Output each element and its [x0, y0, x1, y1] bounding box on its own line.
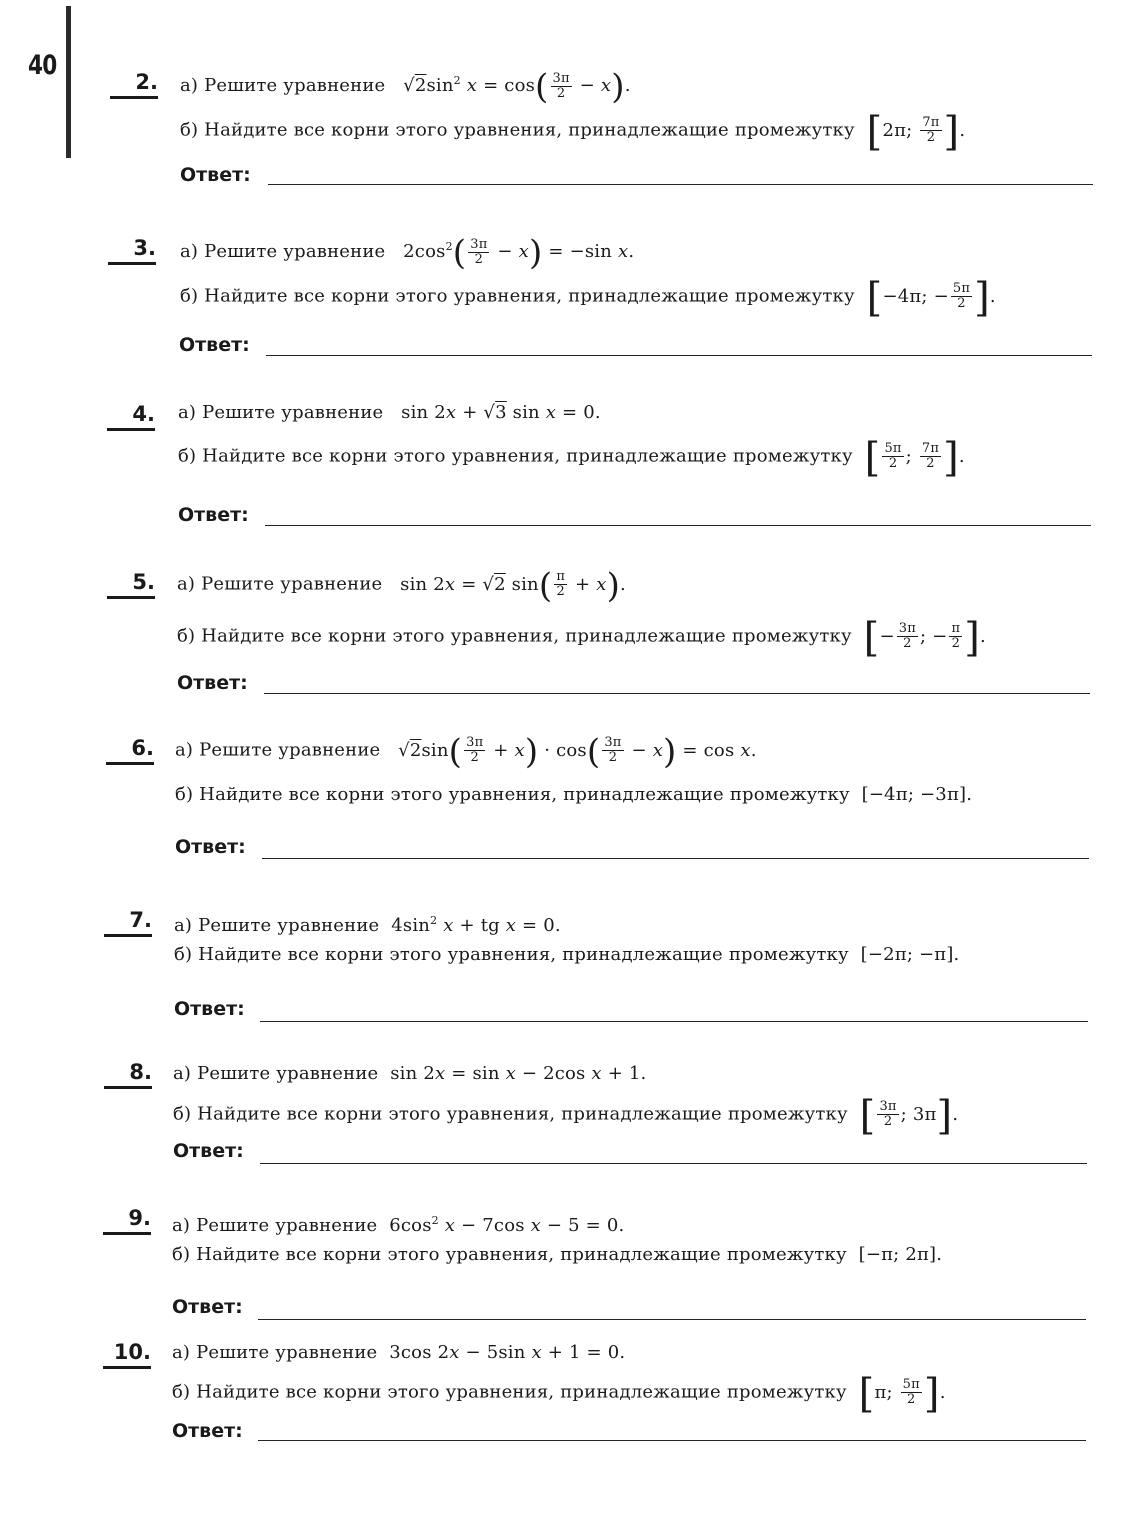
answer-line[interactable] — [258, 1440, 1086, 1441]
answer-line[interactable] — [268, 184, 1093, 185]
interval-render: [−4π; − $\frac{5\pi}{2}$ ]. — [866, 274, 996, 321]
answer-line[interactable] — [265, 525, 1091, 526]
problem-number: 9. — [103, 1206, 151, 1235]
answer-line[interactable] — [260, 1021, 1088, 1022]
margin-bar — [66, 6, 71, 158]
part-b-prefix: б) Найдите все корни этого уравнения, принадлежащие промежутку — [174, 944, 849, 965]
problem-number: 2. — [110, 70, 158, 99]
problem-number: 3. — [108, 236, 156, 265]
answer-line[interactable] — [262, 858, 1089, 859]
part-a — [172, 1210, 624, 1237]
part-a-prefix: а) Решите уравнение — [180, 75, 386, 96]
answer-line[interactable] — [264, 693, 1090, 694]
part-a-prefix: а) Решите уравнение — [178, 402, 384, 423]
answer-label: Ответ: — [174, 998, 245, 1020]
problem-number: 7. — [104, 908, 152, 937]
part-b-prefix: б) Найдите все корни этого уравнения, принадлежащие промежутку — [175, 784, 850, 805]
part-a — [172, 1342, 625, 1364]
part-a — [178, 402, 601, 424]
equation-render: $6\cos^2$ x − 7cos x − 5 = 0. — [389, 1214, 625, 1236]
interval: [−4π; −3π]. — [861, 784, 973, 805]
answer-label: Ответ: — [172, 1420, 243, 1442]
answer-label: Ответ: — [175, 836, 246, 858]
part-b — [178, 434, 965, 481]
equation-render: $2\cos^2$( $\frac{3\pi}{2}$ − x) = −sin x. — [403, 233, 635, 273]
interval-render: [ $\frac{3\pi}{2}$ ; 3π]. — [859, 1092, 959, 1139]
answer-label: Ответ: — [179, 334, 250, 356]
page-number: 40 — [28, 50, 57, 81]
part-a-prefix: а) Решите уравнение — [172, 1215, 378, 1236]
part-a — [180, 233, 635, 273]
part-b — [175, 784, 972, 806]
interval: [−2π; −π]. — [860, 944, 960, 965]
part-a — [174, 910, 561, 937]
part-b-prefix: б) Найдите все корни этого уравнения, принадлежащие промежутку — [178, 445, 853, 467]
equation-render: √2sin( $\frac{3\pi}{2}$ + x) · cos( $\frac{3\pi}{2}$ − x) = cos x. — [398, 731, 757, 772]
part-b-prefix: б) Найдите все корни этого уравнения, принадлежащие промежутку — [177, 625, 852, 647]
answer-label: Ответ: — [178, 504, 249, 526]
part-b-prefix: б) Найдите все корни этого уравнения, принадлежащие промежутку — [180, 285, 855, 307]
part-b — [172, 1370, 946, 1417]
equation-render: sin 2x = √2 sin( $\frac{\pi}{2}$ + x). — [400, 565, 626, 606]
answer-label: Ответ: — [177, 672, 248, 694]
part-a-prefix: а) Решите уравнение — [172, 1342, 378, 1363]
part-a-prefix: а) Решите уравнение — [174, 915, 380, 936]
part-b — [177, 614, 986, 661]
answer-line[interactable] — [260, 1163, 1087, 1164]
answer-line[interactable] — [258, 1319, 1086, 1320]
part-b-prefix: б) Найдите все корни этого уравнения, принадлежащие промежутку — [180, 119, 855, 141]
answer-label: Ответ: — [180, 164, 251, 186]
interval-render: [ $\frac{5\pi}{2}$ ; $\frac{7\pi}{2}$ ]. — [864, 434, 965, 481]
problem-number: 10. — [103, 1340, 151, 1369]
part-b — [172, 1244, 942, 1266]
problem-number: 8. — [104, 1060, 152, 1089]
part-b — [180, 108, 966, 155]
part-a-prefix: а) Решите уравнение — [180, 241, 386, 262]
part-b — [174, 944, 959, 966]
answer-label: Ответ: — [172, 1296, 243, 1318]
interval-render: [2π; $\frac{7\pi}{2}$ ]. — [866, 108, 966, 155]
equation-render: sin 2x = sin x − 2cos x + 1. — [390, 1063, 647, 1084]
answer-line[interactable] — [266, 355, 1092, 356]
part-b-prefix: б) Найдите все корни этого уравнения, принадлежащие промежутку — [172, 1244, 847, 1265]
equation-render: sin 2x + √3 sin x = 0. — [401, 402, 601, 423]
interval-render: [− $\frac{3\pi}{2}$ ; − $\frac{\pi}{2}$ ]. — [863, 614, 986, 661]
interval-render: [π; $\frac{5\pi}{2}$ ]. — [858, 1370, 946, 1417]
problem-number: 6. — [106, 736, 154, 765]
interval: [−π; 2π]. — [858, 1244, 943, 1265]
part-a — [180, 67, 631, 107]
part-a-prefix: а) Решите уравнение — [175, 739, 381, 761]
part-a — [175, 731, 757, 772]
equation-render: $√2\sin^2$ x = cos( $\frac{3\pi}{2}$ − x). — [403, 67, 631, 107]
problem-number: 4. — [107, 402, 155, 431]
equation-render: $4\sin^2$ x + tg x = 0. — [391, 914, 561, 936]
part-b-prefix: б) Найдите все корни этого уравнения, принадлежащие промежутку — [173, 1103, 848, 1125]
part-b-prefix: б) Найдите все корни этого уравнения, принадлежащие промежутку — [172, 1381, 847, 1403]
part-a — [173, 1063, 646, 1085]
part-b — [180, 274, 996, 321]
answer-label: Ответ: — [173, 1140, 244, 1162]
part-b — [173, 1092, 959, 1139]
part-a-prefix: а) Решите уравнение — [177, 573, 383, 595]
part-a — [177, 565, 626, 606]
equation-render: 3cos 2x − 5sin x + 1 = 0. — [389, 1342, 626, 1363]
problem-number: 5. — [107, 570, 155, 599]
part-a-prefix: а) Решите уравнение — [173, 1063, 379, 1084]
